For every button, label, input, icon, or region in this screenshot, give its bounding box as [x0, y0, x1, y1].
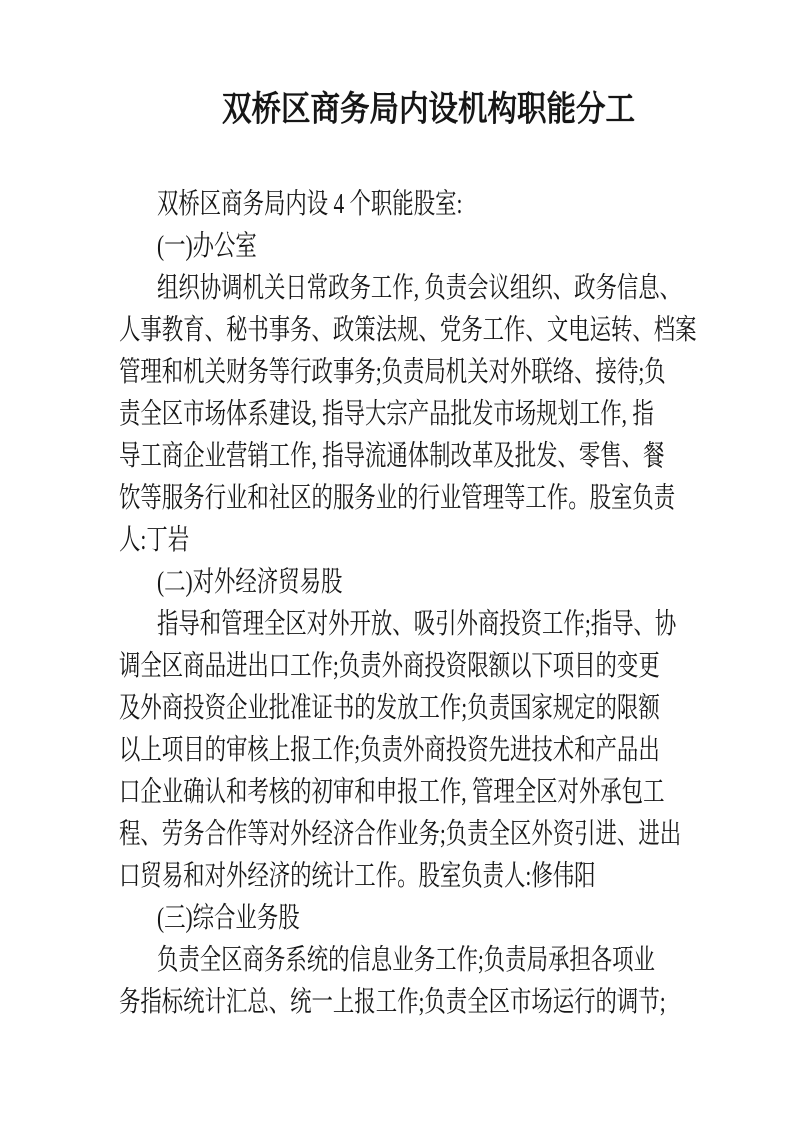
text-line: [119, 306, 697, 348]
text-line: [119, 768, 689, 810]
text-line-content: 程、劳务合作等对外经济合作业务;负责全区外资引进、进出: [119, 816, 682, 850]
text-line: [119, 180, 689, 222]
document-body: [119, 180, 697, 1020]
text-line: [119, 348, 689, 390]
document-title: [0, 88, 635, 132]
text-line: [119, 894, 689, 936]
text-line: [119, 936, 689, 978]
text-line-content: 组织协调机关日常政务工作, 负责会议组织、政务信息、: [157, 270, 682, 304]
text-line: [119, 852, 689, 894]
text-line: [119, 726, 689, 768]
text-line-content: 指导和管理全区对外开放、吸引外商投资工作;指导、协: [157, 606, 677, 640]
text-line: [119, 474, 689, 516]
text-line-content: 口贸易和对外经济的统计工作。股室负责人:修伟阳: [119, 858, 596, 892]
text-line-content: 调全区商品进出口工作;负责外商投资限额以下项目的变更: [119, 648, 660, 682]
document-title-text: 双桥区商务局内设机构职能分工: [222, 91, 636, 129]
text-line: [119, 222, 689, 264]
text-line-content: 责全区市场体系建设, 指导大宗产品批发市场规划工作, 指: [119, 396, 654, 430]
text-line: [119, 558, 689, 600]
text-line-content: 人:丁岩: [119, 522, 190, 556]
text-line: [119, 264, 689, 306]
text-line: [119, 432, 689, 474]
text-line: [119, 390, 689, 432]
text-line-content: 导工商企业营销工作, 指导流通体制改革及批发、零售、餐: [119, 438, 665, 472]
text-line-content: 负责全区商务系统的信息业务工作;负责局承担各项业: [157, 942, 655, 976]
text-line-content: 管理和机关财务等行政事务;负责局机关对外联络、接待;负: [119, 354, 666, 388]
text-line-content: 人事教育、秘书事务、政策法规、党务工作、文电运转、档案: [119, 312, 697, 346]
text-line-content: 饮等服务行业和社区的服务业的行业管理等工作。股室负责: [119, 480, 676, 514]
text-line-content: 以上项目的审核上报工作;负责外商投资先进技术和产品出: [119, 732, 660, 766]
text-line-content: (二)对外经济贸易股: [157, 564, 343, 598]
text-line-content: 务指标统计汇总、统一上报工作;负责全区市场运行的调节;: [119, 984, 666, 1018]
text-line-content: 双桥区商务局内设 4 个职能股室:: [157, 186, 463, 220]
text-line: [119, 684, 689, 726]
text-line: [119, 600, 689, 642]
text-line-content: 及外商投资企业批准证书的发放工作;负责国家规定的限额: [119, 690, 660, 724]
text-line: [119, 642, 689, 684]
text-line-content: 口企业确认和考核的初审和申报工作, 管理全区对外承包工: [119, 774, 665, 808]
text-line: [119, 516, 689, 558]
text-line: [119, 810, 689, 852]
text-line: [119, 978, 689, 1020]
text-line-content: (三)综合业务股: [157, 900, 300, 934]
text-line-content: (一)办公室: [157, 228, 257, 262]
